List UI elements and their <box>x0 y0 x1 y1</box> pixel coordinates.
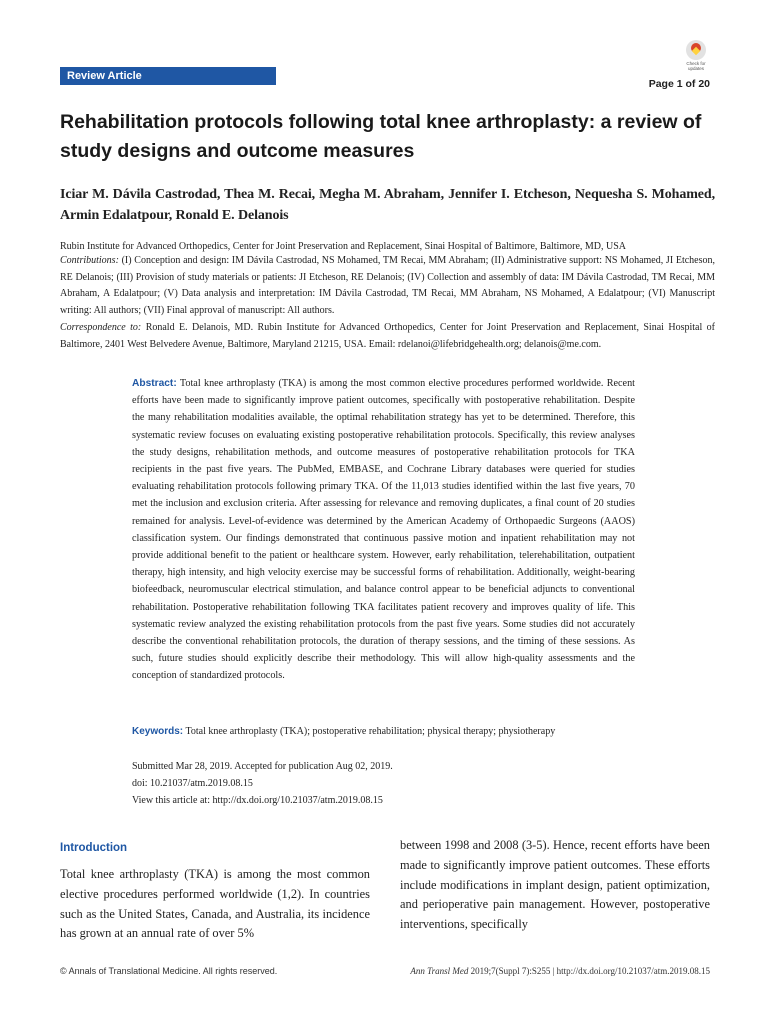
article-type-badge: Review Article <box>60 67 276 85</box>
view-article-link[interactable]: View this article at: http://dx.doi.org/10.21037/atm.2019.08.15 <box>132 795 383 806</box>
keywords-text: Total knee arthroplasty (TKA); postoperative rehabilitation; physical therapy; physiotherapy <box>183 726 556 737</box>
abstract-label: Abstract: <box>132 378 177 389</box>
keywords-label: Keywords: <box>132 726 184 737</box>
submitted-date: Submitted Mar 28, 2019. Accepted for publication Aug 02, 2019. <box>132 761 393 772</box>
contributions-label: Contributions: <box>60 255 119 266</box>
footer-citation-text: 2019;7(Suppl 7):S255 | http://dx.doi.org/10.21037/atm.2019.08.15 <box>468 966 710 976</box>
correspondence-label: Correspondence to: <box>60 322 142 333</box>
abstract <box>132 375 635 685</box>
article-title: Rehabilitation protocols following total knee arthroplasty: a review of study designs and outcome measures <box>60 111 702 162</box>
publication-dates <box>132 758 635 809</box>
abstract-text: Total knee arthroplasty (TKA) is among the most common elective procedures performed worldwide. Recent efforts have been made to significantly improve patient outcomes, specifically with postoperative rehabilitation. Despite the many rehabilitation modalities available, the optimal rehabilitation strategy has yet to be determined. Therefore, this systematic review focuses on evaluating existing postoperative rehabilitation protocols. Specifically, this review analyses the study designs, rehabilitation methods, and outcome measures of postoperative rehabilitation protocols for TKA recipients in the past five years. The PubMed, EMBASE, and Cochrane Library databases were queried for studies evaluating rehabilitation protocols following primary TKA. Of the 11,013 studies identified within the last five years, 70 met the inclusion and exclusion criteria. After assessing for relevance and removing duplicates, a final count of 20 studies remained for analysis. Level-of-evidence was determined by the American Academy of Orthopaedic Surgeons (AAOS) classification system. Our findings demonstrated that continuous passive motion and inpatient rehabilitation may not provide additional benefit to the patient or healthcare system. However, early rehabilitation, telerehabilitation, outpatient therapy, high intensity, and high velocity exercise may be successful forms of rehabilitation. Additionally, weight-bearing biofeedback, neuromuscular electrical stimulation, and balance control appear to be beneficial adjuncts to conventional rehabilitation. Postoperative rehabilitation following TKA facilitates patient recovery and improves quality of life. This systematic review analyzed the existing rehabilitation protocols from the past five years. Some studies did not accurately describe the conventional rehabilitation protocols, the duration of therapy sessions, and the timing of these sessions. As such, future studies should explicitly describe their methodology. This will allow high-quality assessments and the conception of standardized protocols. <box>132 378 635 682</box>
correspondence-text: Ronald E. Delanois, MD. Rubin Institute for Advanced Orthopedics, Center for Joint Preservation and Replacement, Sinai Hospital of Baltimore, 2401 West Belvedere Avenue, Baltimore, Maryland 21215, USA. Email: rdelanoi@lifebridgehealth.org; delanois@me.com. <box>60 322 715 350</box>
keywords <box>132 724 635 740</box>
correspondence <box>60 320 715 353</box>
body-column-right: between 1998 and 2008 (3-5). Hence, recent efforts have been made to significantly improve patient outcomes. These efforts include modifications in implant design, patient optimization, and perioperative pain management. However, postoperative interventions, specifically <box>400 838 710 932</box>
body-column-left: Total knee arthroplasty (TKA) is among the most common elective procedures performed worldwide (1,2). In countries such as the United States, Canada, and Australia, its incidence has grown at an annual rate of over 5% <box>60 867 370 941</box>
check-updates-label: Check for updates <box>686 61 706 71</box>
footer-journal: Ann Transl Med <box>410 966 469 976</box>
check-for-updates-button[interactable] <box>681 40 711 70</box>
affiliation: Rubin Institute for Advanced Orthopedics, Center for Joint Preservation and Replacement, Sinai Hospital of Baltimore, Baltimore, MD, USA <box>60 241 627 252</box>
page-number: Page 1 of 20 <box>648 78 710 90</box>
footer-copyright: © Annals of Translational Medicine. All rights reserved. <box>60 966 278 976</box>
section-heading-introduction: Introduction <box>60 842 128 854</box>
contributions <box>60 253 715 319</box>
check-updates-icon <box>686 40 706 60</box>
contributions-text: (I) Conception and design: IM Dávila Castrodad, NS Mohamed, TM Recai, MM Abraham; (II) Administrative support: NS Mohamed, JI Etcheson, RE Delanois; (III) Provision of study materials or patients: JI Etcheson, RE Delanois; (IV) Collection and assembly of data: IM Dávila Castrodad, TM Recai, MM Abraham, A Edalatpour; (V) Data analysis and interpretation: IM Dávila Castrodad, TM Recai, MM Abraham, NS Mohamed, A Edalatpour; (VI) Manuscript writing: All authors; (VII) Final approval of manuscript: All authors. <box>60 255 715 316</box>
doi: doi: 10.21037/atm.2019.08.15 <box>132 778 253 789</box>
author-list: Iciar M. Dávila Castrodad, Thea M. Recai, Megha M. Abraham, Jennifer I. Etcheson, Nequesha S. Mohamed, Armin Edalatpour, Ronald E. Delanois <box>60 187 715 223</box>
footer-citation <box>410 966 710 976</box>
